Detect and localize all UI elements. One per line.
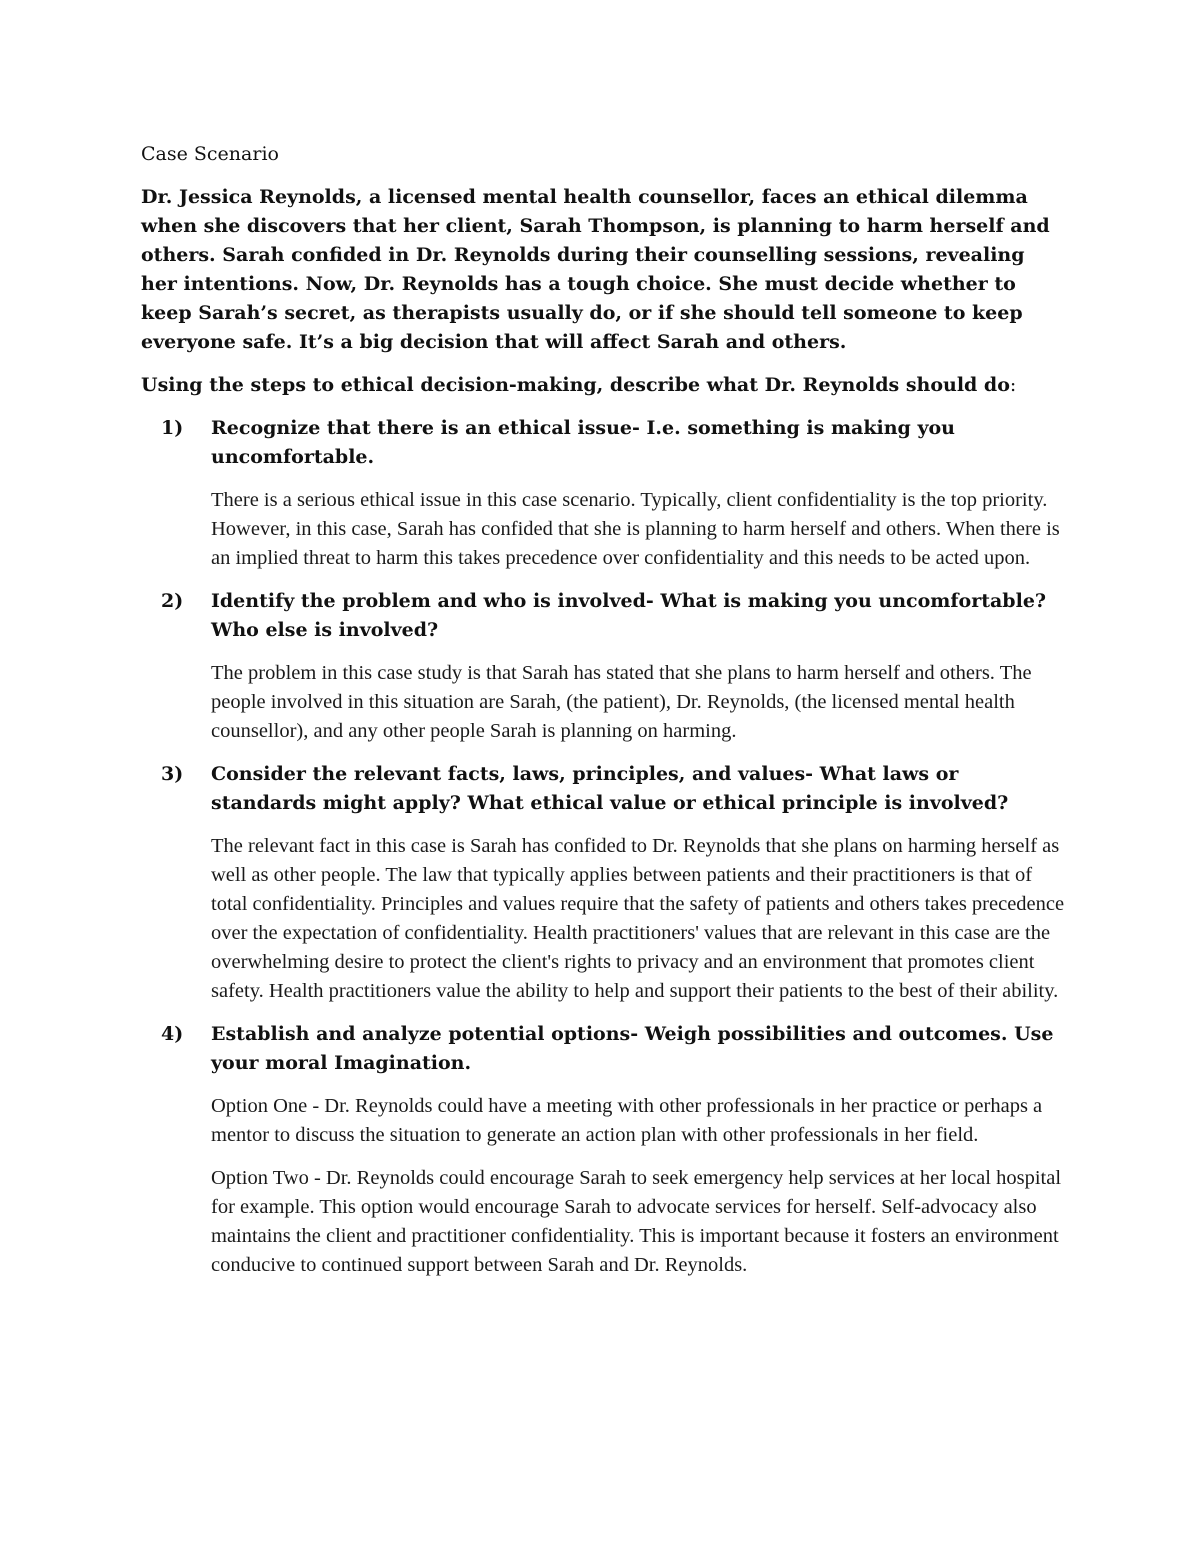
step-answer: The problem in this case study is that Sarah has stated that she plans to harm herself and others. The people involved in this situation are Sarah, (the patient), Dr. Reynolds, (the licensed mental health counsellor), and any other people Sarah is planning on harming. bbox=[211, 662, 1032, 742]
step-answer-option-two: Option Two - Dr. Reynolds could encourage Sarah to seek emergency help services at her local hospital for example. This option would encourage Sarah to advocate services for herself. Self-advocacy also maintains the client and practitioner confidentiality. This is important because it fosters an environment conducive to continued support between Sarah and Dr. Reynolds. bbox=[211, 1167, 1062, 1276]
step-item-2 bbox=[141, 587, 1066, 746]
step-heading: Recognize that there is an ethical issue- I.e. something is making you uncomfortable. bbox=[211, 417, 955, 468]
step-number: 1) bbox=[161, 417, 184, 439]
intro-paragraph: Dr. Jessica Reynolds, a licensed mental health counsellor, faces an ethical dilemma when she discovers that her client, Sarah Thompson, is planning to harm herself and others. Sarah confided in Dr. Reynolds during their counselling sessions, revealing her intentions. Now, Dr. Reynolds has a tough choice. She must decide whether to keep Sarah’s secret, as therapists usually do, or if she should tell someone to keep everyone safe. It’s a big decision that will affect Sarah and others. bbox=[141, 186, 1050, 353]
step-heading: Establish and analyze potential options- Weigh possibilities and outcomes. Use your moral Imagination. bbox=[211, 1023, 1054, 1074]
question-prompt bbox=[141, 371, 1066, 400]
document-page bbox=[141, 140, 1066, 1294]
step-item-4 bbox=[141, 1020, 1066, 1280]
step-number: 3) bbox=[161, 763, 184, 785]
step-answer: There is a serious ethical issue in this case scenario. Typically, client confidentiality is the top priority. However, in this case, Sarah has confided that she is planning to harm herself and others. When there is an implied threat to harm this takes precedence over confidentiality and this needs to be acted upon. bbox=[211, 489, 1060, 569]
step-number: 4) bbox=[161, 1023, 184, 1045]
step-item-3 bbox=[141, 760, 1066, 1006]
step-answer-option-one: Option One - Dr. Reynolds could have a meeting with other professionals in her practice or perhaps a mentor to discuss the situation to generate an action plan with other professionals in her field. bbox=[211, 1095, 1043, 1146]
document-title: Case Scenario bbox=[141, 143, 279, 165]
step-item-1 bbox=[141, 414, 1066, 573]
steps-list bbox=[141, 414, 1066, 1280]
step-heading: Identify the problem and who is involved- What is making you uncomfortable? Who else is involved? bbox=[211, 590, 1047, 641]
question-suffix: : bbox=[1009, 374, 1017, 396]
step-heading: Consider the relevant facts, laws, principles, and values- What laws or standards might apply? What ethical value or ethical principle is involved? bbox=[211, 763, 1009, 814]
step-number: 2) bbox=[161, 590, 184, 612]
step-answer: The relevant fact in this case is Sarah has confided to Dr. Reynolds that she plans on harming herself as well as other people. The law that typically applies between patients and their practitioners is that of total confidentiality. Principles and values require that the safety of patients and others takes precedence over the expectation of confidentiality. Health practitioners' values that are relevant in this case are the overwhelming desire to protect the client's rights to privacy and an environment that promotes client safety. Health practitioners value the ability to help and support their patients to the best of their ability. bbox=[211, 835, 1065, 1002]
question-text: Using the steps to ethical decision-making, describe what Dr. Reynolds should do bbox=[141, 374, 1010, 396]
